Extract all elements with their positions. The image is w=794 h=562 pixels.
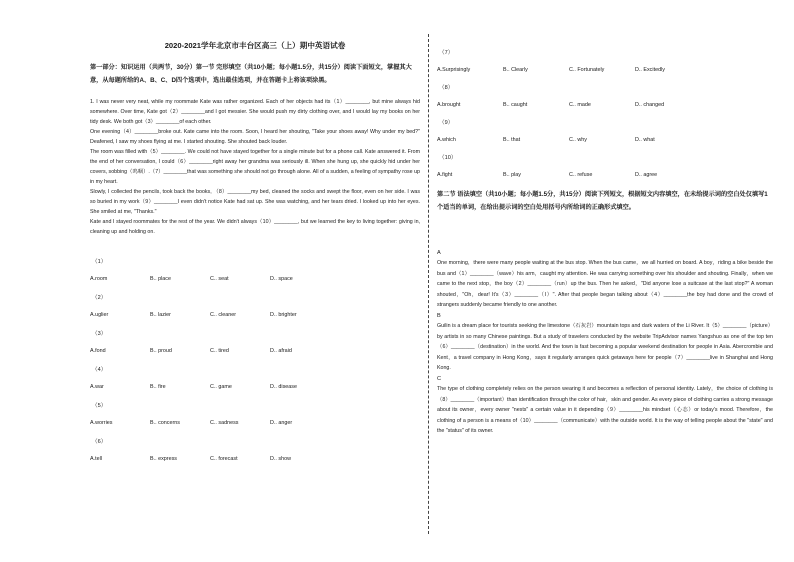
grammar-passages <box>437 248 773 437</box>
option-a: A.room <box>90 276 108 282</box>
question-options <box>437 66 773 75</box>
option-b: B.. lazier <box>150 312 171 318</box>
question-2 <box>90 293 420 320</box>
option-b: B.. that <box>503 137 521 143</box>
question-8 <box>437 83 773 110</box>
passage-paragraph: Slowly, I collected the pencils, took back the books, （8）________my bed, cleaned the socks and swept the floor, even on her side. I was so buried in my work（9）________I even didn't notice Kate had sat up. She was watching, and her tears dried. I looked up into her eyes. She smiled at me, "Thanks." <box>90 189 420 215</box>
section-label: C <box>437 375 442 382</box>
option-c: C.. made <box>569 102 591 108</box>
question-number: （5） <box>92 403 107 409</box>
option-c: C.. Fortunately <box>569 67 605 73</box>
column-divider <box>428 34 429 534</box>
passage-paragraph: The room was filled with（5）________. We could not have stayed together for a single minute but for a phone call. Kate answered it. From the end of her conversation, I could（6）________right away her grandma was seriously ill. When she hung up, she quickly hid under her covers, sobbing（呜咽）.（7）________that was something she should not go through alone. All of a sudden, a feeling of sympathy rose up in my heart. <box>90 149 420 185</box>
option-a: A.war <box>90 384 104 390</box>
option-a: A.brought <box>437 102 461 108</box>
option-b: B.. proud <box>150 348 172 354</box>
question-10 <box>437 153 773 180</box>
option-d: D.. afraid <box>270 348 292 354</box>
option-a: A.uglier <box>90 312 109 318</box>
section-label: B <box>437 312 441 319</box>
question-options <box>90 311 420 320</box>
question-options <box>90 419 420 428</box>
question-options <box>437 136 773 145</box>
option-a: A.which <box>437 137 456 143</box>
question-1 <box>90 257 420 284</box>
option-c: C.. cleaner <box>210 312 237 318</box>
question-number: （4） <box>92 367 107 373</box>
option-c: C.. forecast <box>210 456 238 462</box>
question-number: （6） <box>92 439 107 445</box>
question-6 <box>90 437 420 464</box>
left-column <box>90 40 420 473</box>
section-text: One morning，there were many people waiting at the bus stop. When the bus came，we all hurried on board. A boy，riding a bike beside the bus and（1）________（wave）his arm，caught my attention. He was carrying something over his shoulder and shouting. Finally，when we came to the next stop，the boy（2）________（run）up the bus. Then he asked，"Did anyone lose a suitcase at the last stop?" A woman shouted，"Oh，dear! It's（3）________（I）". After that people began talking about（4）________the boy had done and the crowd of strangers suddenly became friendly to one another. <box>437 260 773 309</box>
exam-title: 2020-2021学年北京市丰台区高三（上）期中英语试卷 <box>164 41 346 50</box>
option-c: C.. tired <box>210 348 229 354</box>
option-b: B.. express <box>150 456 177 462</box>
passage-paragraph: Kate and I stayed roommates for the rest of the year. We didn't always（10）________, but we learned the key to living together: giving in, cleaning up and holding on. <box>90 219 420 235</box>
question-number: （3） <box>92 331 107 337</box>
question-number: （1） <box>92 259 107 265</box>
option-d: D.. show <box>270 456 291 462</box>
option-d: D.. space <box>270 276 293 282</box>
option-c: C.. sadness <box>210 420 239 426</box>
option-a: A.fond <box>90 348 106 354</box>
option-c: C.. seat <box>210 276 229 282</box>
option-b: B.. concerns <box>150 420 180 426</box>
option-a: A.Surprisingly <box>437 67 471 73</box>
question-5 <box>90 401 420 428</box>
right-column <box>437 48 773 437</box>
option-a: A.fight <box>437 172 453 178</box>
option-b: B.. play <box>503 172 521 178</box>
option-d: D.. brighter <box>270 312 297 318</box>
option-c: C.. game <box>210 384 232 390</box>
question-options <box>437 171 773 180</box>
section-text: Guilin is a dream place for tourists seeking the limestone（石灰岩）mountain tops and dark waters of the Li River. It（5）________（picture）by artists in so many Chinese paintings. But a study of travelers conducted by the website TripAdvisor names Yangshuo as one of the top ten（6）________（destination）in the world. And the town is fast becoming a popular weekend destination for people in Asia. Abercrombie and Kent，a travel company in Hong Kong，says it regularly arranges quick getaways here for people（7）________live in Shanghai and Hong Kong. <box>437 322 773 372</box>
question-7 <box>437 48 773 75</box>
section-text: The type of clothing completely relies on the person wearing it and becomes a reflection of personal identity. Lately，the choice of clothing is（8）________（important）than identification through the color of hair，skin and gender. As every piece of clothing carries a strong message about its owner，every owner "nests" a certain value in it depending（9）________his mindset（心态）or today's mood. Therefore，the clothing of a person is a means of（10）________（communicate）with the outside world. It is the way of telling people about the "state" and the "status" of its owner. <box>437 385 773 435</box>
option-d: D.. changed <box>635 102 665 108</box>
part1-heading: 第一部分：知识运用（共两节，30分）第一节 完形填空（共10小题；每小题1.5分，共15分）阅读下面短文，掌握其大意，从每题所给的A、B、C、D四个选项中，选出最佳选项，并在答题卡上将该项涂黑。 <box>90 64 412 84</box>
question-options <box>90 275 420 284</box>
option-b: B.. Clearly <box>503 67 528 73</box>
option-d: D.. Excitedly <box>635 67 665 73</box>
cloze-passage <box>90 97 420 237</box>
option-a: A.worries <box>90 420 113 426</box>
option-d: D.. disease <box>270 384 297 390</box>
question-4 <box>90 365 420 392</box>
question-number: （2） <box>92 295 107 301</box>
option-d: D.. anger <box>270 420 293 426</box>
question-options <box>437 101 773 110</box>
option-c: C.. refuse <box>569 172 593 178</box>
question-number: （10） <box>439 155 457 161</box>
question-number: （9） <box>439 120 454 126</box>
option-b: B.. caught <box>503 102 528 108</box>
question-3 <box>90 329 420 356</box>
question-options <box>90 455 420 464</box>
option-d: D.. agree <box>635 172 658 178</box>
question-options <box>90 383 420 392</box>
question-options <box>90 347 420 356</box>
question-number: （7） <box>439 50 454 56</box>
option-a: A.tell <box>90 456 102 462</box>
option-b: B.. fire <box>150 384 166 390</box>
passage-paragraph: One evening（4）________broke out. Kate came into the room. Soon, I heard her shouting, "Take your shoes away! Why under my bed?" Deafened, I saw my shoes flying at me. I started shouting. She shouted back louder. <box>90 129 420 145</box>
option-d: D.. what <box>635 137 655 143</box>
question-number: （8） <box>439 85 454 91</box>
option-b: B.. place <box>150 276 171 282</box>
section-label: A <box>437 250 441 256</box>
option-c: C.. why <box>569 137 587 143</box>
passage-paragraph: 1. I was never very neat, while my roommate Kate was rather organized. Each of her objects had its（1）________, but mine always hid somewhere. Over time, Kate got（2）________and I got messier. She would push my dirty clothing over, and I would lay my books on her tidy desk. We both got（3）________of each other. <box>90 99 420 125</box>
part2-heading: 第二节 语法填空（共10小题；每小题1.5分，共15分）阅读下列短文，根据短文内容填空，在未给提示词的空白处仅填写1个适当的单词，在给出提示词的空白处用括号内所给词的正确形式填空。 <box>437 191 768 211</box>
question-9 <box>437 118 773 145</box>
